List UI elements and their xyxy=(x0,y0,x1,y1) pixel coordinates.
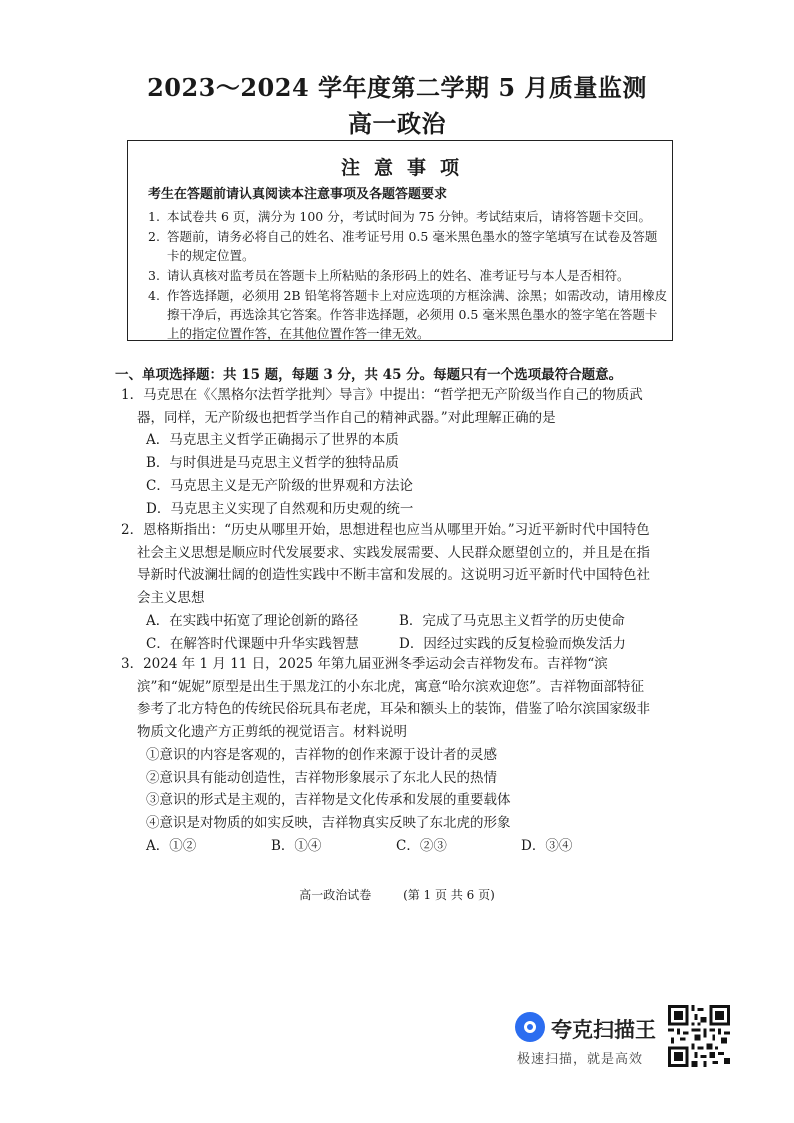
question-stem: 1．马克思在《〈黑格尔法哲学批判〉导言》中提出：“哲学把无产阶级当作自己的物质武器，同样，无产阶级也把哲学当作自己的精神武器。”对此理解正确的是 xyxy=(121,387,643,426)
option-a: A．在实践中拓宽了理论创新的路径 xyxy=(146,612,359,629)
notice-item-text: 请认真核对监考员在答题卡上所粘贴的条形码上的姓名、准考证号与本人是否相符。 xyxy=(167,268,630,283)
notice-item xyxy=(148,207,668,226)
exam-title: 2023～2024 学年度第二学期 5 月质量监测 xyxy=(147,73,647,102)
notice-box xyxy=(127,140,673,341)
footer-paper-name: 高一政治试卷 xyxy=(299,888,372,902)
option-c: C．在解答时代课题中升华实践智慧 xyxy=(146,635,359,652)
subject-title: 高一政治 xyxy=(348,109,446,138)
question-stem: 2．恩格斯指出：“历史从哪里开始，思想进程也应当从哪里开始。”习近平新时代中国特色社会主义思想是顺应时代发展要求、实践发展需要、人民群众愿望创立的，并且是在指导新时代波澜壮阔的创造性实践中不断丰富和发展的。这说明习近平新时代中国特色社会主义思想 xyxy=(121,522,650,607)
notice-item-number: 2. xyxy=(148,229,160,244)
option-b: B．与时俱进是马克思主义哲学的独特品质 xyxy=(146,455,399,472)
section-heading: 一、单项选择题：共 15 题，每题 3 分，共 45 分。每题只有一个选项最符合题意。 xyxy=(115,367,623,383)
option-c: C．②③ xyxy=(396,837,447,854)
notice-item-number: 1. xyxy=(148,209,160,224)
statement-3: ③意识的形式是主观的，吉祥物是文化传承和发展的重要载体 xyxy=(146,792,511,809)
notice-item xyxy=(148,286,668,343)
scanner-logo-icon xyxy=(515,1012,545,1042)
statement-2: ②意识具有能动创造性，吉祥物形象展示了东北人民的热情 xyxy=(146,769,497,786)
notice-item-text: 本试卷共 6 页，满分为 100 分，考试时间为 75 分钟。考试结束后，请将答题卡交回。 xyxy=(167,209,652,224)
notice-item xyxy=(148,227,668,265)
scanner-brand-name: 夸克扫描王 xyxy=(551,1019,656,1042)
statement-1: ①意识的内容是客观的，吉祥物的创作来源于设计者的灵感 xyxy=(146,746,497,763)
question-2 xyxy=(121,519,651,655)
question-1 xyxy=(121,384,651,520)
question-stem: 3．2024 年 1 月 11 日，2025 年第九届亚洲冬季运动会吉祥物发布。吉祥物“滨滨”和“妮妮”原型是出生于黑龙江的小东北虎，寓意“哈尔滨欢迎您”。吉祥物面部特征参考了北方特色的传统民俗玩具布老虎，耳朵和额头上的装饰，借鉴了哈尔滨国家级非物质文化遗产方正剪纸的视觉语言。材料说明 xyxy=(121,656,650,741)
option-a: A．马克思主义哲学正确揭示了世界的本质 xyxy=(146,432,399,449)
notice-item-number: 4. xyxy=(148,288,160,303)
notice-item-text: 作答选择题，必须用 2B 铅笔将答题卡上对应选项的方框涂满、涂黑；如需改动，请用橡皮擦干净后，再选涂其它答案。作答非选择题，必须用 0.5 毫米黑色墨水的签字笔在答题卡上的指定位置作答，在其他位置作答一律无效。 xyxy=(167,288,668,341)
option-c: C．马克思主义是无产阶级的世界观和方法论 xyxy=(146,477,413,494)
option-row xyxy=(121,633,651,656)
notice-lead: 考生在答题前请认真阅读本注意事项及各题答题要求 xyxy=(148,187,448,202)
notice-list xyxy=(148,207,668,344)
option-b: B．完成了马克思主义哲学的历史使命 xyxy=(399,612,625,629)
notice-item-number: 3. xyxy=(148,268,160,283)
scanner-watermark xyxy=(515,1008,665,1068)
option-row xyxy=(121,610,651,633)
qr-code-icon xyxy=(668,1005,730,1067)
notice-item-text: 答题前，请务必将自己的姓名、准考证号用 0.5 毫米黑色墨水的签字笔填写在试卷及答题卡的规定位置。 xyxy=(167,229,658,263)
statement-4: ④意识是对物质的如实反映，吉祥物真实反映了东北虎的形象 xyxy=(146,814,511,831)
question-3 xyxy=(121,653,651,857)
option-row xyxy=(121,835,651,858)
notice-heading: 注意事项 xyxy=(340,157,473,179)
option-d: D．③④ xyxy=(521,837,573,854)
footer-page-number: (第 1 页 共 6 页) xyxy=(403,888,495,902)
option-d: D．马克思主义实现了自然观和历史观的统一 xyxy=(146,500,414,517)
option-a: A．①② xyxy=(146,837,197,854)
notice-item xyxy=(148,266,668,285)
option-d: D．因经过实践的反复检验而焕发活力 xyxy=(399,635,626,652)
page-footer xyxy=(0,886,794,903)
scanner-slogan: 极速扫描，就是高效 xyxy=(517,1051,644,1066)
option-b: B．①④ xyxy=(271,837,322,854)
